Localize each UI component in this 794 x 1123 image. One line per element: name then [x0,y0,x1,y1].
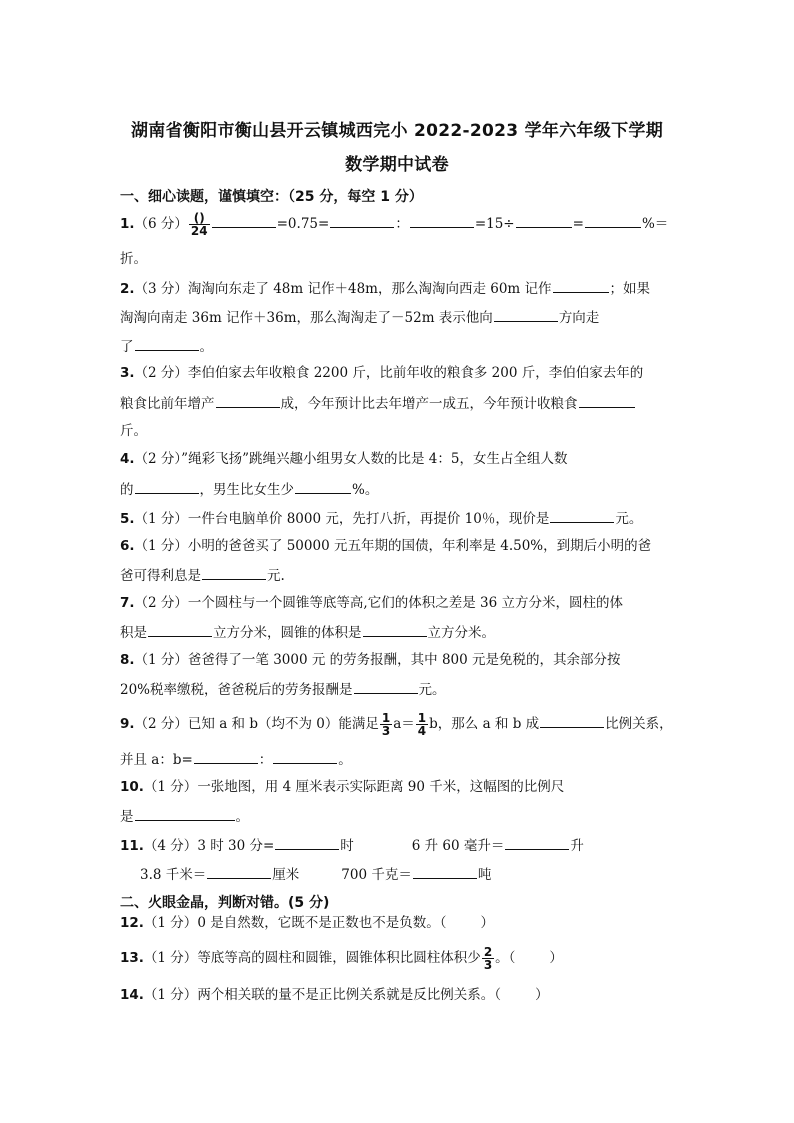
question-text: =0.75= [276,216,330,232]
question-3 [120,364,680,382]
question-number: 7. [120,595,135,611]
answer-blank[interactable] [516,213,572,228]
question-13 [120,946,680,971]
question-text: ；如果 [609,281,651,297]
question-text: 0 是自然数，它既不是正数也不是负数。（ [197,915,447,931]
section-2-heading: 二、火眼金晶，判断对错。(5 分) [120,895,330,911]
question-score: （4 分） [143,838,198,854]
question-text: b，那么 a 和 b 成 [429,716,540,732]
answer-blank[interactable] [207,864,271,879]
answer-blank[interactable] [202,565,266,580]
question-text: 。 [338,752,352,768]
question-score: （1 分） [143,987,198,1003]
question-score: （1 分） [143,779,198,795]
question-1 [120,212,680,237]
question-8 [120,651,680,669]
question-text: 。（ [495,950,516,966]
question-score: （1 分） [134,652,188,668]
question-text: 立方分米，圆锥的体积是 [213,625,362,641]
question-text: 。 [199,339,213,355]
question-6-cont [120,565,680,585]
question-text: 升 [570,838,584,854]
answer-blank[interactable] [135,336,199,351]
answer-blank[interactable] [494,307,558,322]
question-text: ”绳彩飞扬”跳绳兴趣小组男女人数的比是 4：5，女生占全组人数 [181,451,568,467]
fraction [416,712,428,737]
answer-blank[interactable] [273,749,337,764]
question-number: 9. [120,716,135,732]
answer-blank[interactable] [148,622,212,637]
question-number: 8. [120,652,135,668]
fraction-denominator: 24 [190,224,208,238]
question-text: 李伯伯家去年收粮食 2200 斤，比前年收的粮食多 200 斤，李伯伯家去年的 [187,365,644,381]
question-text: 比例关系， [605,716,673,732]
question-9-cont [120,749,680,769]
question-score: （2 分） [134,451,182,467]
question-text: 。 [235,809,249,825]
question-11 [120,835,680,855]
answer-blank[interactable] [275,835,339,850]
fraction-denominator: 3 [381,724,391,738]
question-number: 10. [120,779,144,795]
question-score: （6 分） [134,216,188,232]
answer-blank[interactable] [540,713,604,728]
question-text: 粮食比前年增产 [120,396,215,412]
answer-blank[interactable] [216,393,280,408]
question-score: （1 分） [143,950,198,966]
question-2 [120,278,680,298]
question-text: 已知 a 和 b（均不为 0）能满足 [187,716,379,732]
question-text: 吨 [477,867,492,883]
question-text: 小明的爸爸买了 50000 元五年期的国债，年利率是 4.50%，到期后小明的爸 [187,538,652,554]
question-text: 一件台电脑单价 8000 元，先打八折，再提价 10％，现价是 [187,511,550,527]
question-2-cont2 [120,336,680,356]
question-3-cont [120,393,680,413]
question-text: 淘淘向东走了 48m 记作＋48m，那么淘淘向西走 60m 记作 [187,281,552,297]
question-text: 爸爸得了一笔 3000 元 的劳务报酬，其中 800 元是免税的，其余部分按 [187,652,621,668]
question-3-cont2: 斤。 [120,423,147,439]
fraction-numerator: 1 [381,711,391,725]
question-number: 5. [120,511,135,527]
question-text: 700 千克＝ [341,867,412,883]
question-number: 2. [120,281,135,297]
fraction-numerator: () [193,211,205,225]
question-text: 一张地图，用 4 厘米表示实际距离 90 千米，这幅图的比例尺 [197,779,565,795]
question-1-cont: 折。 [120,251,147,267]
question-text: 了 [120,339,134,355]
question-text: 方向走 [558,310,600,326]
fraction-denominator: 4 [417,724,427,738]
question-text: ） [549,950,563,966]
fraction [380,712,392,737]
question-8-cont [120,679,680,699]
answer-blank[interactable] [505,835,569,850]
question-score: （2 分） [134,716,188,732]
question-text: 的 [120,482,134,498]
question-text: 淘淘向南走 36m 记作＋36m，那么淘淘走了－52m 表示他向 [120,310,493,326]
question-text: 成，今年预计比去年增产一成五，今年预计收粮食 [280,396,578,412]
question-9 [120,712,680,737]
question-text: 元。 [418,682,446,698]
question-14 [120,986,680,1004]
question-11-cont [140,864,700,884]
question-text: 时 [340,838,354,854]
question-score: （2 分） [134,365,188,381]
question-text: 等底等高的圆柱和圆锥，圆锥体积比圆柱体积少 [197,950,481,966]
question-text: 立方分米。 [427,625,495,641]
question-text: 并且 a：b= [120,752,193,768]
question-text: ） [480,915,494,931]
question-number: 11. [120,838,144,854]
question-text: 元. [267,568,285,584]
question-text: 两个相关联的量不是正比例关系就是反比例关系。（ [197,987,502,1003]
question-text: %。 [352,482,379,498]
question-text: ） [535,987,549,1003]
question-number: 6. [120,538,135,554]
question-text: a＝ [393,716,415,732]
question-text: ： [258,752,273,768]
question-text: 厘米 [272,867,300,883]
question-text: 元。 [615,511,643,527]
question-number: 3. [120,365,135,381]
answer-blank[interactable] [135,806,235,821]
fraction-denominator: 3 [483,958,493,972]
fraction-numerator: 1 [417,711,427,725]
question-12 [120,914,680,932]
question-text: 20%税率缴税，爸爸税后的劳务报酬是 [120,682,353,698]
question-score: （2 分） [134,595,188,611]
question-number: 13. [120,950,144,966]
question-text: 积是 [120,625,147,641]
question-text: ，男生比女生少 [199,482,294,498]
question-text: %＝ [641,216,669,232]
exam-title-line2: 数学期中试卷 [345,155,449,175]
question-text: 是 [120,809,134,825]
answer-blank[interactable] [194,749,258,764]
question-text: = [572,216,584,232]
question-text: 一个圆柱与一个圆锥等底等高,它们的体积之差是 36 立方分米，圆柱的体 [187,595,623,611]
question-4 [120,450,680,468]
question-score: （3 分） [134,281,188,297]
question-score: （1 分） [143,915,198,931]
question-number: 14. [120,987,144,1003]
question-text: 爸可得利息是 [120,568,201,584]
answer-blank[interactable] [330,213,394,228]
question-number: 12. [120,915,144,931]
answer-blank[interactable] [550,508,614,523]
answer-blank[interactable] [135,479,199,494]
answer-blank[interactable] [553,278,609,293]
answer-blank[interactable] [295,479,351,494]
question-number: 1. [120,216,135,232]
answer-blank[interactable] [585,213,641,228]
question-text: 6 升 60 毫升＝ [411,838,505,854]
answer-blank[interactable] [363,622,427,637]
answer-blank[interactable] [413,864,477,879]
question-7-cont [120,622,680,642]
question-score: （1 分） [134,511,188,527]
question-4-cont [120,479,680,499]
question-text: =15÷ [474,216,515,232]
question-text: 3.8 千米＝ [140,867,207,883]
question-10-cont [120,806,680,826]
exam-title-line1: 湖南省衡阳市衡山县开云镇城西完小 2022-2023 学年六年级下学期 [130,121,664,141]
fraction-numerator: 2 [483,945,493,959]
answer-blank[interactable] [354,679,418,694]
answer-blank[interactable] [410,213,474,228]
question-7 [120,594,680,612]
question-2-cont [120,307,680,327]
fraction [482,946,494,971]
question-number: 4. [120,451,135,467]
fraction [189,212,210,237]
answer-blank[interactable] [212,213,276,228]
question-score: （1 分） [134,538,188,554]
question-text: 3 时 30 分= [197,838,275,854]
answer-blank[interactable] [579,393,635,408]
question-10 [120,778,680,796]
question-6 [120,537,680,555]
question-5 [120,508,680,528]
section-1-heading: 一、细心读题，谨慎填空：（25 分，每空 1 分） [120,189,423,205]
question-text: ： [395,216,409,232]
